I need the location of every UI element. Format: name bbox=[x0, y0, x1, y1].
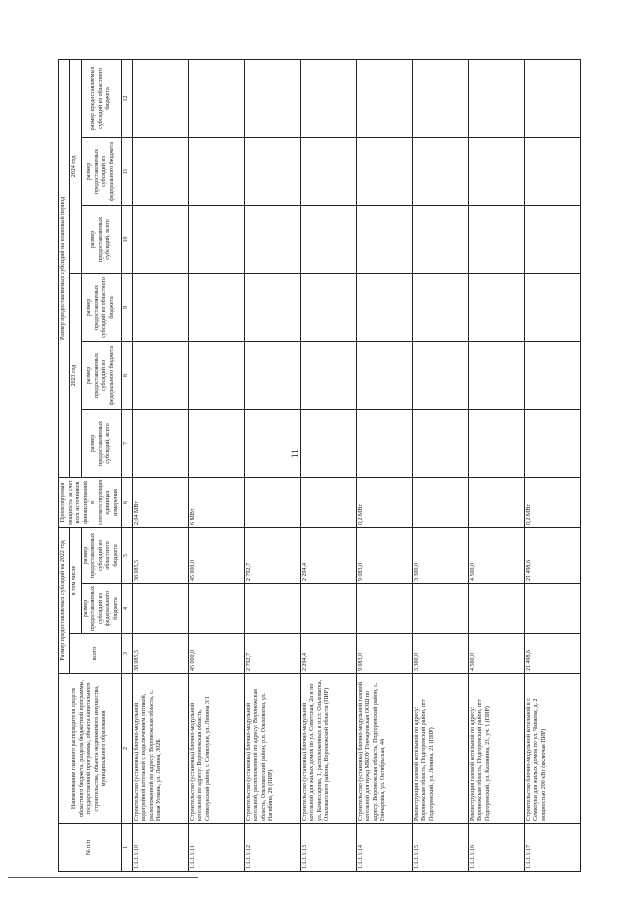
row-name: Строительство (установка) блочно-модульной газовой котельной для нужд МКОУ Гончаровская ООШ по адресу: Воронежская область, Подгоренский район, с. Гончаровка, ул. Октябрьская, 44 bbox=[356, 674, 412, 824]
table-row bbox=[300, 59, 356, 871]
col-number: 4 bbox=[122, 584, 133, 634]
row-fed bbox=[188, 584, 244, 634]
header-capacity: Проектируемая мощность за счет всех источников финансирования в соответствующих единицах измерения bbox=[59, 477, 122, 527]
row-capacity: 6 МВт bbox=[188, 477, 244, 527]
col-number: 3 bbox=[122, 634, 133, 674]
page-number: 11 bbox=[290, 449, 300, 458]
row-empty bbox=[132, 341, 188, 409]
table-row bbox=[244, 59, 300, 871]
row-empty bbox=[524, 341, 580, 409]
row-total: 3 300,0 bbox=[412, 634, 468, 674]
row-empty bbox=[244, 59, 300, 137]
row-reg: 38 085,5 bbox=[132, 527, 188, 583]
row-reg: 2 294,4 bbox=[300, 527, 356, 583]
row-empty bbox=[132, 59, 188, 137]
row-empty bbox=[132, 205, 188, 273]
row-empty bbox=[244, 409, 300, 477]
row-empty bbox=[412, 205, 468, 273]
header-fed-2024: размер предоставляемых субсидий из федерального бюджета bbox=[81, 137, 122, 205]
header-2024: 2024 год bbox=[69, 59, 81, 273]
header-reg-2023: размер предоставляемых субсидий из областного бюджета bbox=[81, 273, 122, 341]
row-capacity bbox=[468, 477, 524, 527]
row-empty bbox=[412, 409, 468, 477]
row-empty bbox=[468, 137, 524, 205]
row-empty bbox=[524, 273, 580, 341]
rotated-table-wrapper bbox=[58, 60, 580, 872]
header-total-2023: размер предоставляемых субсидий, всего bbox=[81, 409, 122, 477]
column-number-row bbox=[122, 59, 133, 871]
row-capacity: 0,2 МВт bbox=[356, 477, 412, 527]
table-row bbox=[524, 59, 580, 871]
row-empty bbox=[188, 273, 244, 341]
row-empty bbox=[300, 205, 356, 273]
row-fed bbox=[300, 584, 356, 634]
row-id: 1.1.1.1.12 bbox=[244, 824, 300, 872]
row-total: 4 500,0 bbox=[468, 634, 524, 674]
row-capacity: 0,2 МВт bbox=[524, 477, 580, 527]
table-row bbox=[356, 59, 412, 871]
row-empty bbox=[524, 409, 580, 477]
row-fed bbox=[132, 584, 188, 634]
row-capacity bbox=[300, 477, 356, 527]
row-fed bbox=[244, 584, 300, 634]
col-number: 1 bbox=[122, 824, 133, 872]
row-reg: 21 498,6 bbox=[524, 527, 580, 583]
row-empty bbox=[300, 273, 356, 341]
row-total: 2 792,7 bbox=[244, 634, 300, 674]
row-total: 2 294,4 bbox=[300, 634, 356, 674]
row-empty bbox=[412, 137, 468, 205]
header-reg-2024: размер предоставляемых субсидий из областного бюджета bbox=[81, 59, 122, 137]
table-row bbox=[468, 59, 524, 871]
row-empty bbox=[412, 341, 468, 409]
row-name: Реконструкция газовой котельной по адресу: Воронежская область, Подгоренский район, пгт Подгоренский, ул. Ленина, 21 (ПИР) bbox=[412, 674, 468, 824]
header-total: всего bbox=[69, 634, 122, 674]
row-capacity bbox=[412, 477, 468, 527]
row-empty bbox=[244, 273, 300, 341]
row-empty bbox=[188, 137, 244, 205]
row-name: Строительство блочно-модульной котельной в г. Семилуки для жилых домов по ул. Чапаева, д. 2 мощностью 200 кВт (включая ПИР) bbox=[524, 674, 580, 824]
row-id: 1.1.1.1.17 bbox=[524, 824, 580, 872]
row-empty bbox=[412, 59, 468, 137]
row-empty bbox=[524, 205, 580, 273]
header-total-2024: размер предоставляемых субсидий, всего bbox=[81, 205, 122, 273]
row-empty bbox=[356, 205, 412, 273]
row-empty bbox=[356, 341, 412, 409]
header-year2022: Размер предоставляемых субсидий на 2022 год bbox=[59, 527, 70, 673]
col-number: 8 bbox=[122, 341, 133, 409]
row-empty bbox=[300, 409, 356, 477]
row-total: 21 498,6 bbox=[524, 634, 580, 674]
header-incl: в том числе bbox=[69, 527, 81, 633]
col-number: 9 bbox=[122, 273, 133, 341]
row-empty bbox=[244, 137, 300, 205]
row-name: Строительство (установка) блочно-модульной водогрейной котельной с подключением оптикой, расположенной по адресу: Воронежская область, с. Новая Усмань, ул. Ленина, 302Б bbox=[132, 674, 188, 824]
row-name: Строительство (установка) блочно-модульной котельной, расположенной по адресу: Воронежская область, Ольховатский район, р.п. Ольховатка, ул. Нагибина, 28 (ПИР) bbox=[244, 674, 300, 824]
row-empty bbox=[244, 341, 300, 409]
row-empty bbox=[468, 273, 524, 341]
row-fed bbox=[524, 584, 580, 634]
row-reg: 45 000,0 bbox=[188, 527, 244, 583]
row-empty bbox=[468, 341, 524, 409]
table-row bbox=[412, 59, 468, 871]
row-empty bbox=[412, 273, 468, 341]
row-empty bbox=[468, 205, 524, 273]
row-capacity bbox=[244, 477, 300, 527]
col-number: 5 bbox=[122, 527, 133, 583]
row-empty bbox=[300, 137, 356, 205]
row-empty bbox=[356, 273, 412, 341]
row-id: 1.1.1.1.16 bbox=[468, 824, 524, 872]
row-empty bbox=[132, 137, 188, 205]
row-empty bbox=[356, 59, 412, 137]
col-number: 7 bbox=[122, 409, 133, 477]
header-reg-2022: размер предоставляемых субсидий из областного бюджета bbox=[81, 527, 122, 583]
subsidy-table bbox=[58, 59, 581, 872]
row-name: Реконструкция газовой котельной по адресу: Воронежская область, Подгоренский район, пгт Подгоренский, ул. Калинина, 21, уч. 1 (ПИР) bbox=[468, 674, 524, 824]
row-fed bbox=[468, 584, 524, 634]
header-fed-2022: размер предоставляемых субсидий из федерального бюджета bbox=[81, 584, 122, 634]
row-empty bbox=[132, 409, 188, 477]
row-reg: 4 500,0 bbox=[468, 527, 524, 583]
header-row-1 bbox=[59, 59, 70, 871]
row-empty bbox=[524, 137, 580, 205]
col-number: 2 bbox=[122, 674, 133, 824]
footnote-divider bbox=[8, 877, 198, 878]
col-number: 6 bbox=[122, 477, 133, 527]
header-2023: 2023 год bbox=[69, 273, 81, 477]
row-id: 1.1.1.1.10 bbox=[132, 824, 188, 872]
row-total: 9 083,0 bbox=[356, 634, 412, 674]
row-empty bbox=[188, 59, 244, 137]
row-empty bbox=[300, 341, 356, 409]
row-id: 1.1.1.1.14 bbox=[356, 824, 412, 872]
row-id: 1.1.1.1.15 bbox=[412, 824, 468, 872]
header-num: № п/п bbox=[59, 824, 122, 872]
header-fed-2023: размер предоставляемых субсидий из федерального бюджета bbox=[81, 341, 122, 409]
col-number: 10 bbox=[122, 205, 133, 273]
row-empty bbox=[188, 205, 244, 273]
header-name: Наименование главного распорядителя средств областного бюджета, раздела бюджетной программы, государственной программы, объекта капитального строительства, объекта недвижимого имущества, муниципального образования bbox=[59, 674, 122, 824]
row-empty bbox=[132, 273, 188, 341]
row-id: 1.1.1.1.11 bbox=[188, 824, 244, 872]
row-empty bbox=[468, 59, 524, 137]
table-row bbox=[132, 59, 188, 871]
row-empty bbox=[188, 341, 244, 409]
row-name: Строительство (установка) блочно-модульной котельной для жилых домов по ул. Советская, 2а и по ул. Комиссарова, 1, расположенных в п.г.т. Ольховатка, Ольховатского района, Воронежской области (ПИР) bbox=[300, 674, 356, 824]
row-empty bbox=[524, 59, 580, 137]
row-empty bbox=[300, 59, 356, 137]
table-row bbox=[188, 59, 244, 871]
row-reg: 9 083,0 bbox=[356, 527, 412, 583]
row-name: Строительство (установка) блочно-модульной котельной по адресу: Воронежская область, Семилукский район, г. Семилуки, ул. Ленина 3/1 bbox=[188, 674, 244, 824]
col-number: 11 bbox=[122, 137, 133, 205]
row-reg: 2 792,7 bbox=[244, 527, 300, 583]
row-empty bbox=[244, 205, 300, 273]
row-empty bbox=[356, 137, 412, 205]
col-number: 12 bbox=[122, 59, 133, 137]
row-empty bbox=[356, 409, 412, 477]
row-empty bbox=[468, 409, 524, 477]
row-empty bbox=[188, 409, 244, 477]
row-total: 38 085,5 bbox=[132, 634, 188, 674]
row-capacity: 2,04 МВт bbox=[132, 477, 188, 527]
row-id: 1.1.1.1.13 bbox=[300, 824, 356, 872]
header-plan-period: Размер предоставляемых субсидий на плановый период bbox=[59, 59, 70, 477]
row-fed bbox=[412, 584, 468, 634]
row-reg: 3 300,0 bbox=[412, 527, 468, 583]
row-total: 45 000,0 bbox=[188, 634, 244, 674]
row-fed bbox=[356, 584, 412, 634]
